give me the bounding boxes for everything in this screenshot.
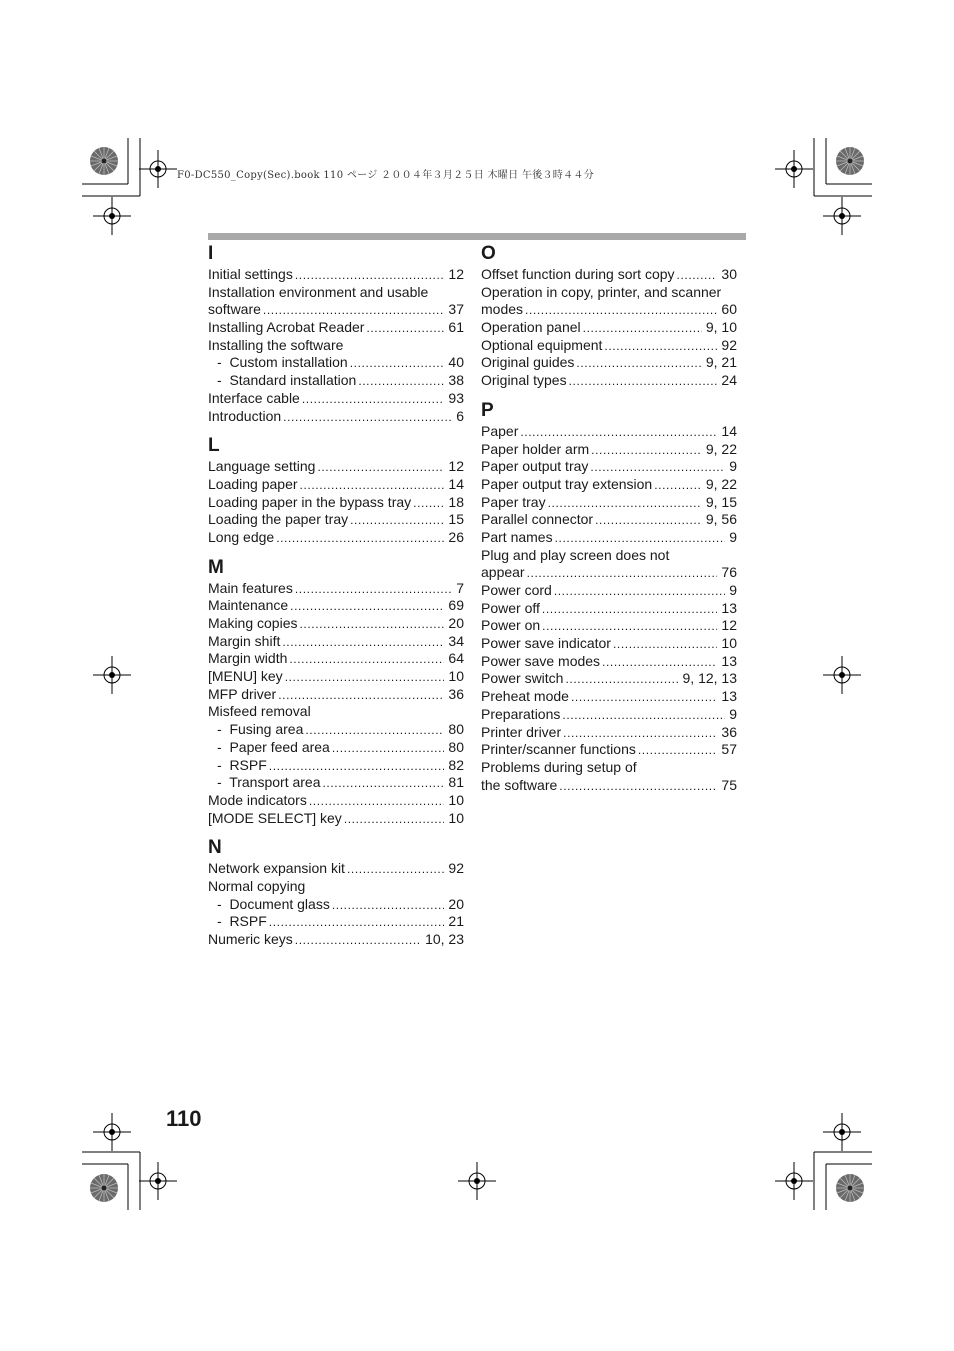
color-wheel-icon <box>836 1174 864 1202</box>
entry-term: the software <box>481 776 558 793</box>
entry-page-ref: 61 <box>448 319 464 336</box>
registration-mark-icon <box>823 656 861 694</box>
entry-term: Numeric keys <box>208 931 293 947</box>
registration-mark-icon <box>139 1162 177 1200</box>
entry-page-ref: 37 <box>448 301 464 318</box>
entry-term: Paper <box>481 422 519 439</box>
entry-page-ref: 9, 12, 13 <box>682 670 737 687</box>
entry-page-ref: 14 <box>448 475 464 492</box>
entry-page-ref: 38 <box>448 372 464 389</box>
entry-page-ref: 9, 22 <box>705 475 737 492</box>
entry-term: Problems during setup of <box>481 758 637 775</box>
entry-page-ref: 18 <box>448 493 464 510</box>
entry-page-ref: 10, 23 <box>425 931 464 947</box>
entry-page-ref: 9, 56 <box>705 511 737 528</box>
entry-page-ref: 14 <box>721 422 737 439</box>
registration-mark-icon <box>93 197 131 235</box>
registration-mark-icon <box>139 150 177 188</box>
entry-page-ref: 21 <box>448 913 464 930</box>
entry-page-ref: 40 <box>448 354 464 371</box>
entry-term: Installation environment and usable <box>208 283 429 300</box>
index-letter-heading: M <box>208 556 224 578</box>
entry-term: Normal copying <box>208 877 306 894</box>
entry-term: Paper holder arm <box>481 440 590 457</box>
entry-page-ref: 12 <box>448 458 464 475</box>
entry-term: Installing Acrobat Reader <box>208 319 365 336</box>
entry-page-ref: 36 <box>721 723 737 740</box>
entry-term: Operation panel <box>481 319 581 336</box>
registration-mark-icon <box>823 197 861 235</box>
entry-page-ref: 10 <box>448 668 464 685</box>
entry-term: Power cord <box>481 582 552 598</box>
entry-page-ref: 13 <box>721 599 737 616</box>
registration-mark-icon <box>775 1162 813 1200</box>
entry-term: Interface cable <box>208 389 300 406</box>
entry-page-ref: 9, 15 <box>705 493 737 510</box>
entry-term: Preparations <box>481 705 561 722</box>
entry-term: Paper output tray extension <box>481 475 653 492</box>
entry-page-ref: 9, 10 <box>705 319 737 336</box>
entry-term: Maintenance <box>208 597 289 614</box>
entry-term: Printer/scanner functions <box>481 741 636 758</box>
entry-page-ref: 24 <box>721 372 737 389</box>
entry-term: Loading paper <box>208 475 298 492</box>
color-wheel-icon <box>836 147 864 175</box>
entry-page-ref: 20 <box>448 895 464 912</box>
entry-page-ref: 10 <box>448 791 464 808</box>
entry-page-ref: 30 <box>721 266 737 282</box>
entry-term: Power off <box>481 599 540 616</box>
entry-term: Offset function during sort copy <box>481 266 675 282</box>
entry-term: Installing the software <box>208 336 344 353</box>
entry-term: - RSPF <box>217 913 267 930</box>
entry-page-ref: 9 <box>729 528 737 545</box>
entry-term: - RSPF <box>217 756 267 773</box>
registration-mark-icon <box>823 1113 861 1151</box>
entry-page-ref: 82 <box>448 756 464 773</box>
entry-term: Misfeed removal <box>208 703 311 720</box>
entry-page-ref: 80 <box>448 721 464 738</box>
entry-page-ref: 64 <box>448 650 464 667</box>
entry-term: Paper output tray <box>481 458 589 475</box>
entry-term: Preheat mode <box>481 688 569 705</box>
registration-mark-icon <box>93 1113 131 1151</box>
index-letter-heading: I <box>208 243 214 264</box>
entry-term: Making copies <box>208 615 298 631</box>
entry-term: Initial settings <box>208 266 293 282</box>
entry-term: Power save modes <box>481 652 601 669</box>
index-letter-heading: N <box>208 837 222 859</box>
entry-term: Original types <box>481 372 567 389</box>
registration-mark-icon <box>775 150 813 188</box>
entry-term: Network expansion kit <box>208 860 345 877</box>
entry-page-ref: 13 <box>721 652 737 669</box>
entry-page-ref: 75 <box>721 776 737 793</box>
entry-term: Operation in copy, printer, and scanner <box>481 283 722 300</box>
entry-page-ref: 26 <box>448 528 464 545</box>
entry-page-ref: 15 <box>448 511 464 528</box>
entry-term: modes <box>481 301 524 318</box>
entry-term: Power on <box>481 617 541 634</box>
index-letter-heading: O <box>481 243 496 264</box>
entry-page-ref: 9, 22 <box>705 440 737 457</box>
entry-term: Loading paper in the bypass tray <box>208 493 412 510</box>
entry-term: - Custom installation <box>217 354 348 371</box>
entry-page-ref: 10 <box>721 635 737 652</box>
entry-page-ref: 9 <box>729 705 737 722</box>
entry-page-ref: 92 <box>721 336 737 353</box>
entry-term: - Fusing area <box>217 721 304 738</box>
entry-page-ref: 76 <box>721 564 737 581</box>
entry-term: Optional equipment <box>481 336 603 353</box>
entry-term: Introduction <box>208 407 282 424</box>
entry-page-ref: 12 <box>721 617 737 634</box>
registration-mark-icon <box>93 656 131 694</box>
entry-page-ref: 92 <box>448 860 464 877</box>
entry-term: software <box>208 301 261 318</box>
entry-page-ref: 12 <box>448 266 464 282</box>
entry-term: Parallel connector <box>481 511 594 528</box>
entry-term: Main features <box>208 579 293 596</box>
index-letter-heading: L <box>208 435 220 457</box>
entry-term: - Transport area <box>217 774 321 791</box>
entry-page-ref: 9 <box>729 458 737 475</box>
entry-term: Loading the paper tray <box>208 511 349 528</box>
entry-term: Mode indicators <box>208 791 307 808</box>
entry-page-ref: 57 <box>721 741 737 758</box>
entry-term: Part names <box>481 528 553 545</box>
entry-page-ref: 81 <box>448 774 464 791</box>
entry-page-ref: 36 <box>448 685 464 702</box>
entry-term: appear <box>481 564 525 581</box>
entry-page-ref: 10 <box>448 809 464 826</box>
entry-term: MFP driver <box>208 685 277 702</box>
entry-page-ref: 60 <box>721 301 737 318</box>
entry-term: Printer driver <box>481 723 562 740</box>
entry-page-ref: 80 <box>448 738 464 755</box>
entry-term: [MODE SELECT] key <box>208 809 342 826</box>
color-wheel-icon <box>90 1174 118 1202</box>
entry-page-ref: 6 <box>456 407 464 424</box>
entry-term: Original guides <box>481 354 575 371</box>
entry-term: - Paper feed area <box>217 738 330 755</box>
entry-term: Plug and play screen does not <box>481 546 670 563</box>
entry-page-ref: 69 <box>448 597 464 614</box>
page-number: 110 <box>166 1106 202 1131</box>
entry-term: [MENU] key <box>208 668 283 685</box>
entry-page-ref: 13 <box>721 688 737 705</box>
entry-term: - Standard installation <box>217 372 357 389</box>
registration-mark-icon <box>458 1162 496 1200</box>
entry-term: Language setting <box>208 458 316 475</box>
entry-term: Long edge <box>208 528 275 545</box>
print-slug: F0-DC550_Copy(Sec).book 110 ページ ２００４年３月２５日 木曜日 午後３時４４分 <box>177 170 594 181</box>
entry-page-ref: 7 <box>456 579 464 596</box>
entry-page-ref: 9 <box>729 582 737 598</box>
entry-term: Margin width <box>208 650 288 667</box>
color-wheel-icon <box>90 147 118 175</box>
entry-term: - Document glass <box>217 895 330 912</box>
entry-term: Power switch <box>481 670 564 687</box>
entry-page-ref: 20 <box>448 615 464 631</box>
entry-term: Margin shift <box>208 632 281 649</box>
entry-page-ref: 34 <box>448 632 464 649</box>
entry-page-ref: 93 <box>448 389 464 406</box>
entry-term: Paper tray <box>481 493 546 510</box>
index-letter-heading: P <box>481 399 494 421</box>
entry-term: Power save indicator <box>481 635 611 652</box>
entry-page-ref: 9, 21 <box>705 354 737 371</box>
